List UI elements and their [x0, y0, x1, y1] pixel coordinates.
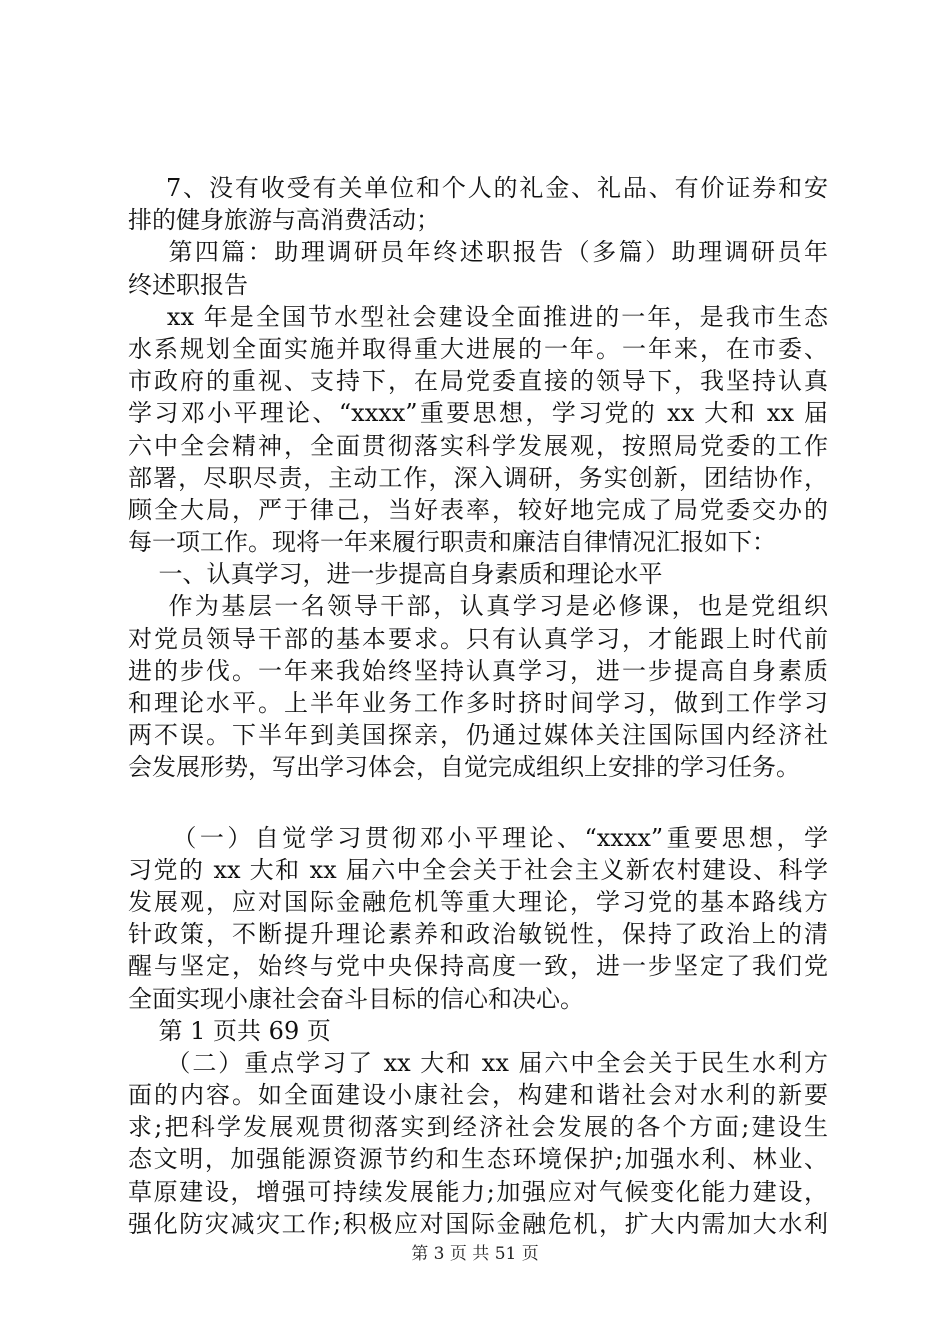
section-heading-line: 终述职报告: [128, 270, 248, 299]
text-line: （一）自觉学习贯彻邓小平理论、“xxxx”重要思想，学: [128, 823, 828, 852]
text-line: 强化防灾减灾工作;积极应对国际金融危机，扩大内需加大水利: [128, 1209, 828, 1238]
subsection-heading-line: 一、认真学习，进一步提高自身素质和理论水平: [128, 560, 663, 589]
page-footer: 第 3 页 共 51 页: [411, 1244, 539, 1264]
text-line: 态文明，加强能源资源节约和生态环境保护;加强水利、林业、: [128, 1145, 828, 1174]
text-line: 水系规划全面实施并取得重大进展的一年。一年来，在市委、: [128, 334, 828, 363]
text-line: 求;把科学发展观贯彻落实到经济社会发展的各个方面;建设生: [128, 1113, 828, 1142]
text-line: 进的步伐。一年来我始终坚持认真学习，进一步提高自身素质: [128, 656, 828, 685]
text-line: 对党员领导干部的基本要求。只有认真学习，才能跟上时代前: [128, 624, 828, 653]
text-line: 7、没有收受有关单位和个人的礼金、礼品、有价证券和安: [128, 174, 828, 202]
text-line: 草原建设，增强可持续发展能力;加强应对气候变化能力建设，: [128, 1177, 828, 1206]
text-line: 每一项工作。现将一年来履行职责和廉洁自律情况汇报如下：: [128, 528, 776, 557]
document-body: [128, 172, 828, 1240]
paragraph-gap: [128, 784, 828, 822]
text-line: 顾全大局，严于律己，当好表率，较好地完成了局党委交办的: [128, 495, 828, 524]
text-line: 针政策，不断提升理论素养和政治敏锐性，保持了政治上的清: [128, 920, 828, 949]
text-line: 醒与坚定，始终与党中央保持高度一致，进一步坚定了我们党: [128, 952, 828, 981]
inline-page-marker: 第 1 页共 69 页: [128, 1016, 331, 1045]
text-line: （二）重点学习了 xx 大和 xx 届六中全会关于民生水利方: [128, 1048, 828, 1077]
text-line: 面的内容。如全面建设小康社会，构建和谐社会对水利的新要: [128, 1081, 828, 1110]
section-heading-line: 第四篇：助理调研员年终述职报告（多篇）助理调研员年: [128, 238, 828, 267]
text-line: 排的健身旅游与高消费活动；: [128, 206, 440, 235]
text-line: 和理论水平。上半年业务工作多时挤时间学习，做到工作学习: [128, 689, 828, 717]
text-line: 学习邓小平理论、“xxxx”重要思想，学习党的 xx 大和 xx 届: [128, 399, 828, 428]
text-line: 六中全会精神，全面贯彻落实科学发展观，按照局党委的工作: [128, 431, 828, 460]
text-line: 作为基层一名领导干部，认真学习是必修课，也是党组织: [128, 592, 828, 621]
text-line: 习党的 xx 大和 xx 届六中全会关于社会主义新农村建设、科学: [128, 855, 828, 884]
text-line: 两不误。下半年到美国探亲，仍通过媒体关注国际国内经济社: [128, 721, 828, 750]
text-line: 市政府的重视、支持下，在局党委直接的领导下，我坚持认真: [128, 367, 828, 396]
text-line: 会发展形势，写出学习体会，自觉完成组织上安排的学习任务。: [128, 753, 800, 782]
text-line: xx 年是全国节水型社会建设全面推进的一年，是我市生态: [128, 302, 828, 331]
text-line: 发展观，应对国际金融危机等重大理论，学习党的基本路线方: [128, 887, 828, 916]
text-line: 部署，尽职尽责，主动工作，深入调研，务实创新，团结协作，: [128, 463, 828, 492]
text-line: 全面实现小康社会奋斗目标的信心和决心。: [128, 984, 584, 1013]
